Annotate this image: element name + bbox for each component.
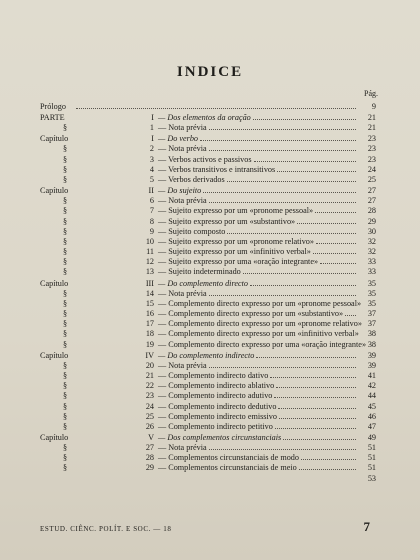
entry-page: 49 — [367, 433, 376, 443]
entry-number: 1 — [149, 123, 154, 133]
dot-leader — [209, 123, 356, 130]
entry-number: 4 — [149, 164, 154, 174]
entry-page: 41 — [367, 370, 376, 380]
section-sign: § — [63, 401, 68, 411]
entry-title: — Complemento directo expresso por uma «oração integrante» — [158, 339, 367, 349]
toc-entry — [40, 432, 376, 443]
section-sign: § — [63, 216, 68, 226]
section-sign: § — [63, 257, 68, 267]
section-sign: § — [63, 339, 68, 349]
entry-number: 24 — [145, 401, 154, 411]
entry-page: 24 — [367, 164, 376, 174]
toc-entry — [40, 175, 376, 185]
dot-leader — [275, 422, 356, 429]
section-sign: § — [63, 329, 68, 339]
entry-page: 51 — [367, 463, 376, 473]
entry-page: 51 — [367, 443, 376, 453]
entry-page: 35 — [367, 298, 376, 308]
toc-entry — [40, 247, 376, 257]
entry-title: — Complemento indirecto dativo — [158, 370, 269, 380]
entry-number: 15 — [145, 298, 154, 308]
section-sign: § — [63, 226, 68, 236]
toc-entry — [40, 453, 376, 463]
entry-number: 7 — [149, 206, 154, 216]
dot-leader — [301, 453, 356, 460]
toc-entry — [40, 123, 376, 133]
entry-number: 11 — [146, 247, 154, 257]
section-sign: § — [63, 443, 68, 453]
page-number: 7 — [363, 519, 370, 534]
toc-entry — [40, 257, 376, 267]
entry-lead: Capítulo — [40, 186, 69, 196]
entry-number: 12 — [145, 257, 154, 267]
entry-page: 51 — [367, 453, 376, 463]
entry-number: 29 — [145, 463, 154, 473]
entry-title: — Sujeito indeterminado — [158, 267, 241, 277]
entry-title: — Verbos derivados — [158, 174, 225, 184]
dot-leader — [345, 309, 356, 316]
toc-entry — [40, 391, 376, 401]
entry-number: 3 — [149, 154, 154, 164]
dot-leader — [227, 175, 356, 182]
entry-page: 39 — [367, 360, 376, 370]
toc-entry — [40, 350, 376, 361]
entry-title: — Complemento indirecto petitivo — [158, 421, 273, 431]
dot-leader — [313, 247, 356, 254]
page-column-label: Pág. — [364, 89, 378, 98]
section-sign: § — [63, 319, 68, 329]
entry-page: 23 — [367, 144, 376, 154]
entry-number: 27 — [145, 443, 154, 453]
dot-leader — [200, 134, 356, 141]
entry-page: 32 — [367, 247, 376, 257]
entry-lead: Capítulo — [40, 134, 69, 144]
entry-page: 45 — [367, 401, 376, 411]
entry-title: — Sujeito expresso por um «substantivo» — [158, 216, 296, 226]
entry-page: 29 — [367, 216, 376, 226]
entry-page: 39 — [367, 350, 376, 360]
dot-leader — [276, 381, 356, 388]
toc-entry — [40, 381, 376, 391]
entry-number: I — [151, 113, 154, 123]
entry-page: 38 — [367, 329, 376, 339]
entry-number: IV — [145, 350, 154, 360]
dot-leader — [209, 443, 356, 450]
dot-leader — [209, 144, 356, 151]
section-sign: § — [63, 421, 68, 431]
section-sign: § — [63, 236, 68, 246]
toc-entry — [40, 340, 376, 350]
entry-number: 22 — [145, 381, 154, 391]
dot-leader — [227, 227, 356, 234]
entry-number: V — [148, 433, 154, 443]
entry-page: 9 — [371, 102, 376, 111]
entry-number: 25 — [145, 411, 154, 421]
section-sign: § — [63, 154, 68, 164]
section-sign: § — [63, 288, 68, 298]
dot-leader — [297, 217, 356, 224]
entry-number: 21 — [145, 370, 154, 380]
entry-number: 20 — [145, 360, 154, 370]
entry-number: I — [151, 134, 154, 144]
entry-number: 9 — [149, 226, 154, 236]
dot-leader — [316, 237, 356, 244]
dot-leader — [270, 371, 356, 378]
entry-page: 21 — [367, 123, 376, 133]
toc-entry — [40, 133, 376, 144]
entry-title: — Complemento indirecto adutivo — [158, 391, 273, 401]
entry-number: 6 — [149, 196, 154, 206]
dot-leader — [320, 257, 356, 264]
entry-number: 28 — [145, 453, 154, 463]
dot-leader — [278, 402, 356, 409]
entry-title: — Complemento directo expresso por um «pronome relativo» — [158, 319, 362, 329]
dot-leader — [315, 206, 356, 213]
entry-title: — Sujeito expresso por um «pronome relativo» — [158, 236, 314, 246]
toc-entry — [40, 361, 376, 371]
section-sign: § — [63, 174, 68, 184]
entry-title: — Sujeito expresso por uma «oração integrante» — [158, 257, 319, 267]
toc-entry — [40, 185, 376, 196]
toc-entry — [40, 217, 376, 227]
entry-page: 44 — [367, 391, 376, 401]
toc-entry — [40, 144, 376, 154]
toc-entry — [40, 289, 376, 299]
entry-title: — Complemento indirecto ablativo — [158, 381, 275, 391]
toc-entry — [40, 422, 376, 432]
dot-leader — [279, 412, 356, 419]
entry-page: 38 — [367, 339, 376, 349]
entry-number: III — [145, 278, 154, 288]
dot-leader — [283, 433, 356, 440]
section-sign: § — [63, 144, 68, 154]
entry-page: 37 — [367, 319, 376, 329]
entry-title: — Complemento indirecto emissivo — [158, 411, 277, 421]
toc-entry — [40, 463, 376, 473]
entry-title: — Do verbo — [158, 134, 199, 144]
dot-leader — [253, 113, 356, 120]
entry-title: — Sujeito expresso por um «infinitivo verbal» — [158, 247, 311, 257]
toc-entry — [40, 329, 376, 339]
entry-title: — Complemento indirecto dedutivo — [158, 401, 277, 411]
entry-title: — Complemento directo expresso por um «substantivo» — [158, 309, 344, 318]
section-sign: § — [63, 309, 68, 318]
toc-entry — [40, 402, 376, 412]
entry-page: 33 — [367, 257, 376, 267]
entry-lead: Capítulo — [40, 278, 69, 288]
entry-title: — Complemento directo expresso por um «pronome pessoal» — [158, 298, 362, 308]
entry-lead: Capítulo — [40, 433, 69, 443]
section-sign: § — [63, 196, 68, 206]
entry-page: 46 — [367, 411, 376, 421]
entry-number: 10 — [145, 236, 154, 246]
toc-entry — [40, 237, 376, 247]
entry-number: 13 — [145, 267, 154, 277]
toc-entry — [40, 267, 376, 277]
entry-page: 37 — [367, 309, 376, 318]
entry-title: — Sujeito expresso por um «pronome pessoal» — [158, 206, 314, 216]
entry-page: 33 — [367, 267, 376, 277]
dot-leader — [76, 102, 356, 109]
entry-number: 14 — [145, 288, 154, 298]
entry-number: 26 — [145, 421, 154, 431]
toc-entry — [40, 196, 376, 206]
page-title: INDICE — [176, 64, 244, 80]
toc-entry — [40, 443, 376, 453]
toc-entry — [40, 112, 376, 123]
entry-number: 16 — [145, 309, 154, 318]
entry-page: 21 — [367, 113, 376, 123]
toc-entry — [40, 227, 376, 237]
entry-page: 23 — [367, 134, 376, 144]
section-sign: § — [63, 164, 68, 174]
dot-leader — [250, 279, 356, 286]
entry-title: — Nota prévia — [158, 360, 207, 370]
entry-page: 32 — [367, 236, 376, 246]
entry-lead: PARTE — [40, 113, 65, 123]
entry-number: 17 — [145, 319, 154, 329]
table-of-contents — [40, 102, 376, 484]
section-sign: § — [63, 391, 68, 401]
toc-entry — [40, 412, 376, 422]
section-sign: § — [63, 370, 68, 380]
dot-leader — [256, 351, 356, 358]
entry-page: 35 — [367, 278, 376, 288]
section-sign: § — [63, 453, 68, 463]
entry-page: 28 — [367, 206, 376, 216]
dot-leader — [209, 196, 356, 203]
entry-page: 23 — [367, 154, 376, 164]
entry-title: — Complementos circunstanciais de meio — [158, 463, 297, 473]
dot-leader — [299, 463, 356, 470]
dot-leader — [277, 165, 356, 172]
entry-number: 2 — [149, 144, 154, 154]
section-sign: § — [63, 267, 68, 277]
toc-entry — [40, 165, 376, 175]
entry-title: — Nota prévia — [158, 123, 207, 133]
entry-number: 19 — [145, 339, 154, 349]
section-sign: § — [63, 360, 68, 370]
entry-title: — Verbos activos e passivos — [158, 154, 252, 164]
entry-page: 35 — [367, 288, 376, 298]
toc-entry — [40, 206, 376, 216]
entry-title: — Nota prévia — [158, 144, 207, 154]
entry-number: 23 — [145, 391, 154, 401]
section-sign: § — [63, 123, 68, 133]
entry-page: 53 — [367, 473, 376, 483]
entry-title: — Complementos circunstanciais de modo — [158, 453, 299, 463]
dot-leader — [209, 361, 356, 368]
entry-lead: Prólogo — [40, 102, 66, 111]
entry-title: — Complemento directo expresso por um «infinitivo verbal» — [158, 329, 359, 339]
entry-page: 30 — [367, 226, 376, 236]
section-sign: § — [63, 298, 68, 308]
entry-number: 5 — [149, 174, 154, 184]
entry-page: 25 — [367, 174, 376, 184]
entry-title: — Nota prévia — [158, 196, 207, 206]
entry-page: 27 — [367, 196, 376, 206]
section-sign: § — [63, 206, 68, 216]
entry-page: 42 — [367, 381, 376, 391]
toc-entry — [40, 102, 376, 112]
entry-number: II — [148, 186, 154, 196]
entry-page: 47 — [367, 421, 376, 431]
toc-entry — [40, 474, 376, 484]
section-sign: § — [63, 463, 68, 473]
dot-leader — [274, 391, 356, 398]
entry-title: — Verbos transitivos e intransitivos — [158, 164, 276, 174]
toc-entry — [40, 371, 376, 381]
entry-title: — Dos elementos da oração — [158, 113, 251, 123]
journal-footer: ESTUD. CIÊNC. POLÍT. E SOC. — 18 — [40, 525, 172, 533]
entry-number: 18 — [145, 329, 154, 339]
dot-leader — [243, 267, 356, 274]
section-sign: § — [63, 411, 68, 421]
toc-entry — [40, 299, 376, 309]
entry-title: — Dos complementos circunstanciais — [158, 433, 282, 443]
entry-lead: Capítulo — [40, 350, 69, 360]
toc-entry — [40, 278, 376, 289]
toc-entry — [40, 319, 376, 329]
dot-leader — [203, 186, 356, 193]
entry-page: 27 — [367, 186, 376, 196]
section-sign: § — [63, 247, 68, 257]
entry-title: — Nota prévia — [158, 288, 207, 298]
toc-entry — [40, 309, 376, 319]
entry-title: — Do complemento indirecto — [158, 350, 255, 360]
dot-leader — [209, 289, 356, 296]
dot-leader — [254, 155, 356, 162]
entry-number: 8 — [149, 216, 154, 226]
entry-title: — Sujeito composto — [158, 226, 226, 236]
entry-title: — Nota prévia — [158, 443, 207, 453]
entry-title: — Do complemento directo — [158, 278, 248, 288]
entry-title: — Do sujeito — [158, 186, 202, 196]
section-sign: § — [63, 381, 68, 391]
toc-entry — [40, 155, 376, 165]
